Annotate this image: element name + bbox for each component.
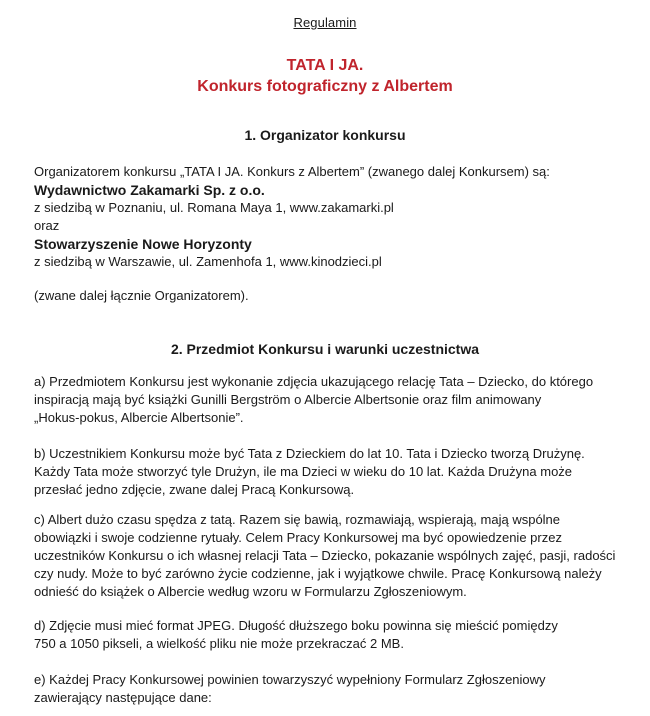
section-heading-subject: 2. Przedmiot Konkursu i warunki uczestnictwa <box>170 341 480 357</box>
paragraph-a <box>34 373 624 427</box>
organizer-1-name: Wydawnictwo Zakamarki Sp. z o.o. <box>34 182 265 198</box>
paragraph-line: zawierający następujące dane: <box>34 690 212 705</box>
paragraph-line: b) Uczestnikiem Konkursu może być Tata z Dzieckiem do lat 10. Tata i Dziecko tworzą Drużynę. <box>34 446 585 461</box>
organizer-1-address: z siedzibą w Poznaniu, ul. Romana Maya 1, www.zakamarki.pl <box>34 200 394 215</box>
section-heading-organizer: 1. Organizator konkursu <box>244 127 406 143</box>
paragraph-line: a) Przedmiotem Konkursu jest wykonanie zdjęcia ukazującego relację Tata – Dziecko, do którego <box>34 374 594 389</box>
organizer-collective-name: (zwane dalej łącznie Organizatorem). <box>34 288 249 303</box>
paragraph-line: przesłać jedno zdjęcie, zwane dalej Pracą Konkursową. <box>34 482 355 497</box>
paragraph-line: „Hokus-pokus, Albercie Albertsonie”. <box>34 410 244 425</box>
paragraph-line: inspiracją mają być książki Gunilli Bergström o Albercie Albertsonie oraz film animowany <box>34 392 542 407</box>
organizer-note <box>34 287 624 305</box>
organizer-block <box>34 163 624 271</box>
contest-title: TATA I JA. <box>286 57 364 74</box>
organizer-2-name: Stowarzyszenie Nowe Horyzonty <box>34 236 252 252</box>
paragraph-line: 750 a 1050 pikseli, a wielkość pliku nie może przekraczać 2 MB. <box>34 636 404 651</box>
paragraph-line: c) Albert dużo czasu spędza z tatą. Razem się bawią, rozmawiają, wspierają, mają wspólne <box>34 512 561 527</box>
organizer-conjunction: oraz <box>34 218 60 233</box>
paragraph-line: e) Każdej Pracy Konkursowej powinien towarzyszyć wypełniony Formularz Zgłoszeniowy <box>34 672 546 687</box>
paragraph-line: czy nudy. Może to być zarówno życie codzienne, jak i wyjątkowe chwile. Pracę Konkursową należy <box>34 566 602 581</box>
paragraph-line: obowiązki i swoje codzienne rytuały. Celem Pracy Konkursowej ma być opowiedzenie przez <box>34 530 562 545</box>
document-type-label: Regulamin <box>293 15 357 30</box>
paragraph-c <box>34 511 624 601</box>
paragraph-line: odnieść do książek o Albercie według wzoru w Formularzu Zgłoszeniowym. <box>34 584 467 599</box>
organizer-2-address: z siedzibą w Warszawie, ul. Zamenhofa 1, www.kinodzieci.pl <box>34 254 382 269</box>
paragraph-b <box>34 445 624 499</box>
paragraph-line: d) Zdjęcie musi mieć format JPEG. Długość dłuższego boku powinna się mieścić pomiędzy <box>34 618 558 633</box>
organizer-intro: Organizatorem konkursu „TATA I JA. Konkurs z Albertem” (zwanego dalej Konkursem) są: <box>34 164 550 179</box>
paragraph-e <box>34 671 624 707</box>
paragraph-line: uczestników Konkursu o ich własnej relacji Tata – Dziecko, pokazanie wspólnych zajęć, pasji, radości <box>34 548 616 563</box>
paragraph-d <box>34 617 624 653</box>
paragraph-line: Każdy Tata może stworzyć tyle Drużyn, ile ma Dzieci w wieku do 10 lat. Każda Drużyna może <box>34 464 573 479</box>
contest-subtitle: Konkurs fotograficzny z Albertem <box>197 78 453 95</box>
